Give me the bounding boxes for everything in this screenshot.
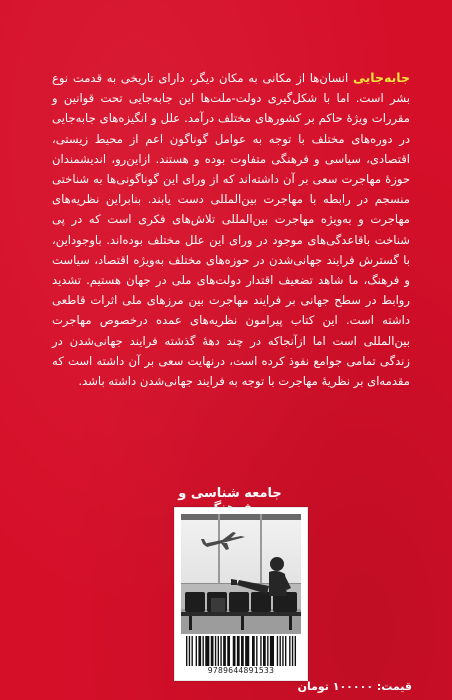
barcode-bar <box>198 636 201 666</box>
barcode-bar <box>237 636 240 666</box>
barcode-bar <box>215 636 216 666</box>
barcode-bar <box>186 636 187 666</box>
barcode-bar <box>256 636 257 666</box>
barcode-bar <box>292 636 293 666</box>
barcode-bar <box>267 636 268 666</box>
barcode-bar <box>220 636 221 666</box>
barcode-bar <box>223 636 226 666</box>
blurb-lead-word: جابه‌جایی <box>352 70 410 85</box>
barcode-bar <box>227 636 230 666</box>
barcode-bar <box>205 636 209 666</box>
barcode-bar <box>196 636 197 666</box>
barcode-bar <box>270 636 274 666</box>
barcode-bar <box>277 636 278 666</box>
barcode-bar <box>263 636 266 666</box>
isbn-number: 9789644891533 <box>207 666 275 675</box>
back-cover-blurb <box>52 68 410 391</box>
barcode-bar <box>218 636 219 666</box>
barcode <box>183 636 299 666</box>
price-label: قیمت: ۱۰۰۰۰۰ تومان <box>297 680 412 693</box>
isbn-card <box>174 507 308 681</box>
barcode-bar <box>282 636 283 666</box>
barcode-bar <box>241 636 244 666</box>
barcode-bar <box>289 636 290 666</box>
barcode-bar <box>260 636 261 666</box>
barcode-bar <box>211 636 214 666</box>
barcode-bar <box>285 636 286 666</box>
airport-lounge-photo <box>181 514 301 634</box>
barcode-bar <box>233 636 236 666</box>
barcode-bar <box>203 636 204 666</box>
blurb-text: انسان‌ها از مکانی به مکان دیگر، دارای تاریخی به قدمت نوع بشر است. اما با شکل‌گیری دولت-ملت‌ها این جابه‌جایی تحت قوانین و مقررات ویژهٔ حاکم بر کشورهای مختلف درآمد. علل و انگیزه‌های جابه‌جایی در دوره‌های مختلف با توجه به عوامل گوناگون اعم از محیط زیستی، اقتصادی، سیاسی و فرهنگی متفاوت بوده و هستند. ازاین‌رو، اندیشمندان حوزهٔ مهاجرت سعی بر آن داشته‌اند که از ورای این گوناگونی‌ها به شناختی منسجم در رابطه با مهاجرت بین‌المللی دست یابند. بنابراین نظریه‌های مهاجرت و به‌ویژه مهاجرت بین‌المللی تلاش‌های فکری است که در پی شناخت باقاعدگی‌های موجود در ورای این علل مختلف بوده‌اند. باوجوداین، با گسترش فرایند جهانی‌شدن در حوزه‌های مختلف به‌ویژه اقتصاد، سیاست و فرهنگ، ما شاهد تضعیف اقتدار دولت‌های ملی در جهان هستیم. تشدید روابط در سطح جهانی بر فرایند مهاجرت بین مرزهای ملی اثرات قاطعی داشته است. این کتاب پیرامون نظریه‌های عمده درخصوص مهاجرت بین‌المللی است اما ازآنجاکه در چند دههٔ گذشته فرایند جهانی‌شدن در زندگی تمامی جوامع نفوذ کرده است، درنهایت سعی بر آن داشته است که مقدمه‌ای بر نظریهٔ مهاجرت با توجه به فرایند جهانی‌شدن داشته باشد. <box>52 71 410 389</box>
barcode-bar <box>192 636 193 666</box>
barcode-bar <box>280 636 281 666</box>
barcode-bar <box>295 636 296 666</box>
barcode-bar <box>245 636 249 666</box>
barcode-bar <box>189 636 190 666</box>
barcode-bar <box>252 636 255 666</box>
series-title: جامعه شناسی و <box>178 486 282 501</box>
